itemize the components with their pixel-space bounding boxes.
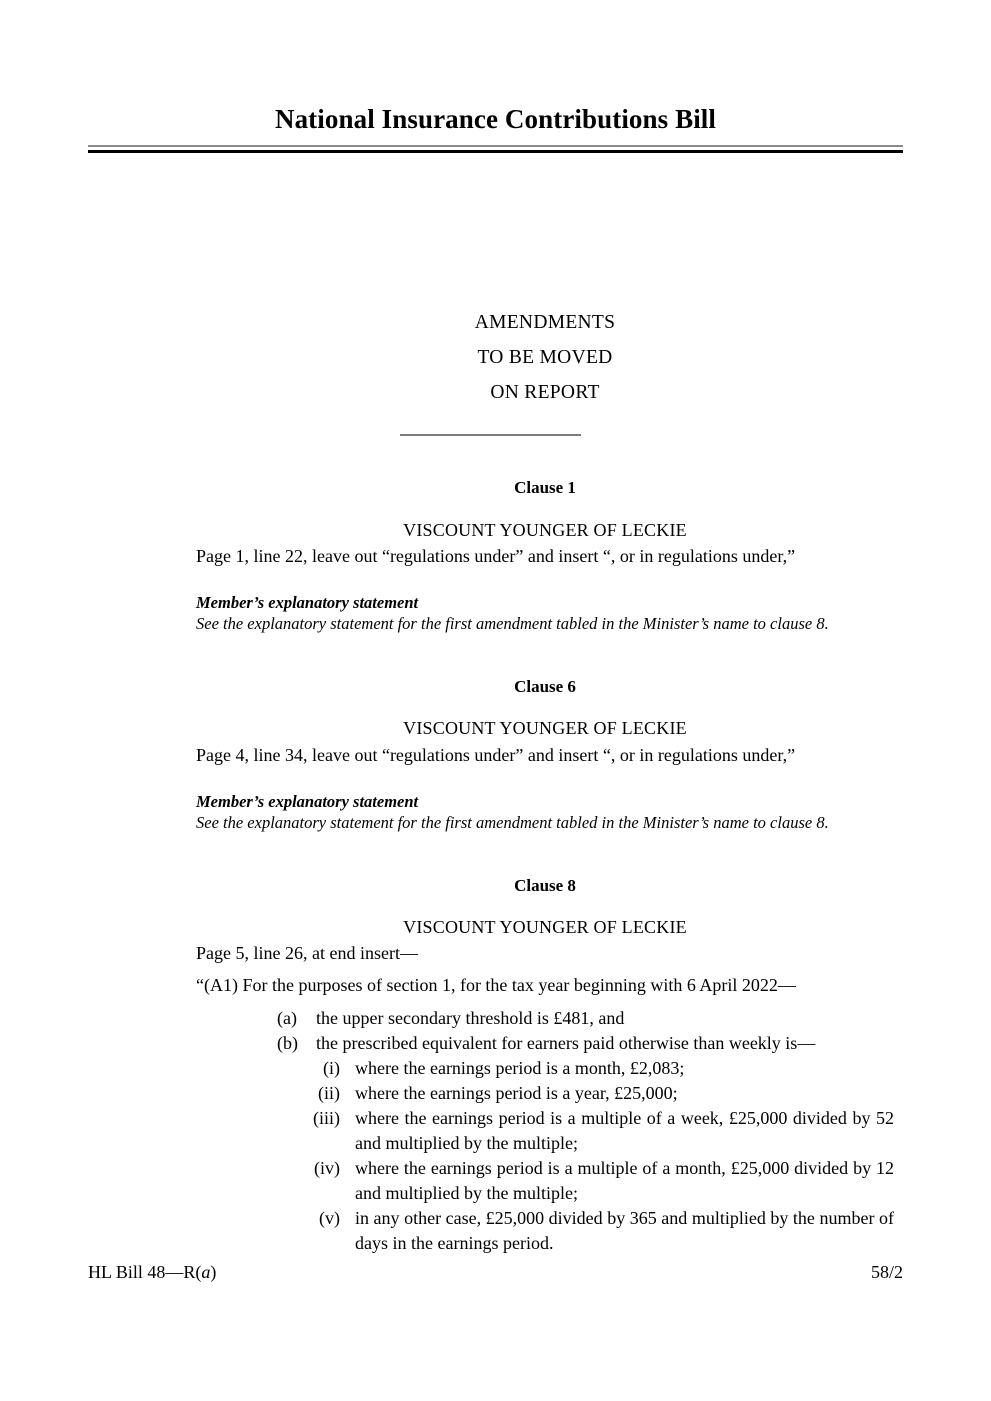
- clause-heading-6: Clause 6: [514, 677, 576, 696]
- clause-heading-8: Clause 8: [514, 876, 576, 895]
- explanatory-statement-body-6: See the explanatory statement for the first amendment tabled in the Minister’s name to clause 8.: [196, 813, 829, 832]
- list-text-a: the upper secondary threshold is £481, and: [316, 1008, 625, 1028]
- list-text-v: in any other case, £25,000 divided by 365 and multiplied by the number of days in the earnings period.: [355, 1208, 894, 1253]
- list-marker-a: (a): [277, 1008, 297, 1028]
- clause-heading-1: Clause 1: [514, 478, 576, 497]
- list-marker-b: (b): [277, 1033, 298, 1053]
- amendment-text-8: Page 5, line 26, at end insert—: [196, 943, 418, 963]
- list-item: [300, 1056, 894, 1081]
- heading-line-to-be-moved: TO BE MOVED: [477, 347, 613, 368]
- amendment-text-1: Page 1, line 22, leave out “regulations under” and insert “, or in regulations under,”: [196, 546, 796, 566]
- list-item: [277, 1031, 894, 1056]
- list-item: [300, 1156, 894, 1206]
- list-item: [300, 1081, 894, 1106]
- list-text-i: where the earnings period is a month, £2,083;: [355, 1058, 685, 1078]
- amendments-heading-block: [196, 305, 894, 410]
- member-name-6: VISCOUNT YOUNGER OF LECKIE: [403, 718, 687, 738]
- list-item: [277, 1006, 894, 1031]
- bill-reference-suffix: ): [210, 1262, 217, 1282]
- page-footer: [88, 1262, 903, 1283]
- bill-reference-prefix: HL Bill 48—R(: [88, 1262, 202, 1282]
- inserted-list-alpha: [277, 1006, 894, 1056]
- title-rule-thin: [88, 145, 903, 147]
- heading-line-amendments: AMENDMENTS: [474, 312, 616, 333]
- explanatory-statement-title-6: Member’s explanatory statement: [196, 792, 419, 811]
- heading-divider-rule: [400, 434, 581, 436]
- bill-reference: [88, 1262, 216, 1283]
- page-title: National Insurance Contributions Bill: [274, 104, 717, 134]
- list-item: [300, 1106, 894, 1156]
- bill-reference-italic: a: [201, 1262, 211, 1282]
- list-marker-iv: (iv): [314, 1158, 340, 1178]
- explanatory-statement-body-1: See the explanatory statement for the first amendment tabled in the Minister’s name to clause 8.: [196, 614, 829, 633]
- list-text-b: the prescribed equivalent for earners paid otherwise than weekly is—: [316, 1033, 816, 1053]
- member-name-8: VISCOUNT YOUNGER OF LECKIE: [403, 917, 687, 937]
- explanatory-statement-title-1: Member’s explanatory statement: [196, 593, 419, 612]
- inserted-text-lead: “(A1) For the purposes of section 1, for the tax year beginning with 6 April 2022—: [196, 975, 796, 995]
- list-text-iv: where the earnings period is a multiple of a month, £25,000 divided by 12 and multiplied by the multiple;: [355, 1158, 894, 1203]
- heading-line-on-report: ON REPORT: [490, 382, 600, 403]
- list-marker-iii: (iii): [313, 1108, 340, 1128]
- member-name-1: VISCOUNT YOUNGER OF LECKIE: [403, 520, 687, 540]
- list-marker-ii: (ii): [318, 1083, 340, 1103]
- list-marker-v: (v): [319, 1208, 340, 1228]
- inserted-list-roman: [300, 1056, 894, 1256]
- title-rule-thick: [88, 150, 903, 153]
- page-number: 58/2: [870, 1262, 903, 1282]
- list-item: [300, 1206, 894, 1256]
- list-text-iii: where the earnings period is a multiple of a week, £25,000 divided by 52 and multiplied by the multiple;: [355, 1108, 894, 1153]
- list-text-ii: where the earnings period is a year, £25,000;: [355, 1083, 678, 1103]
- list-marker-i: (i): [323, 1058, 340, 1078]
- amendment-text-6: Page 4, line 34, leave out “regulations under” and insert “, or in regulations under,”: [196, 745, 796, 765]
